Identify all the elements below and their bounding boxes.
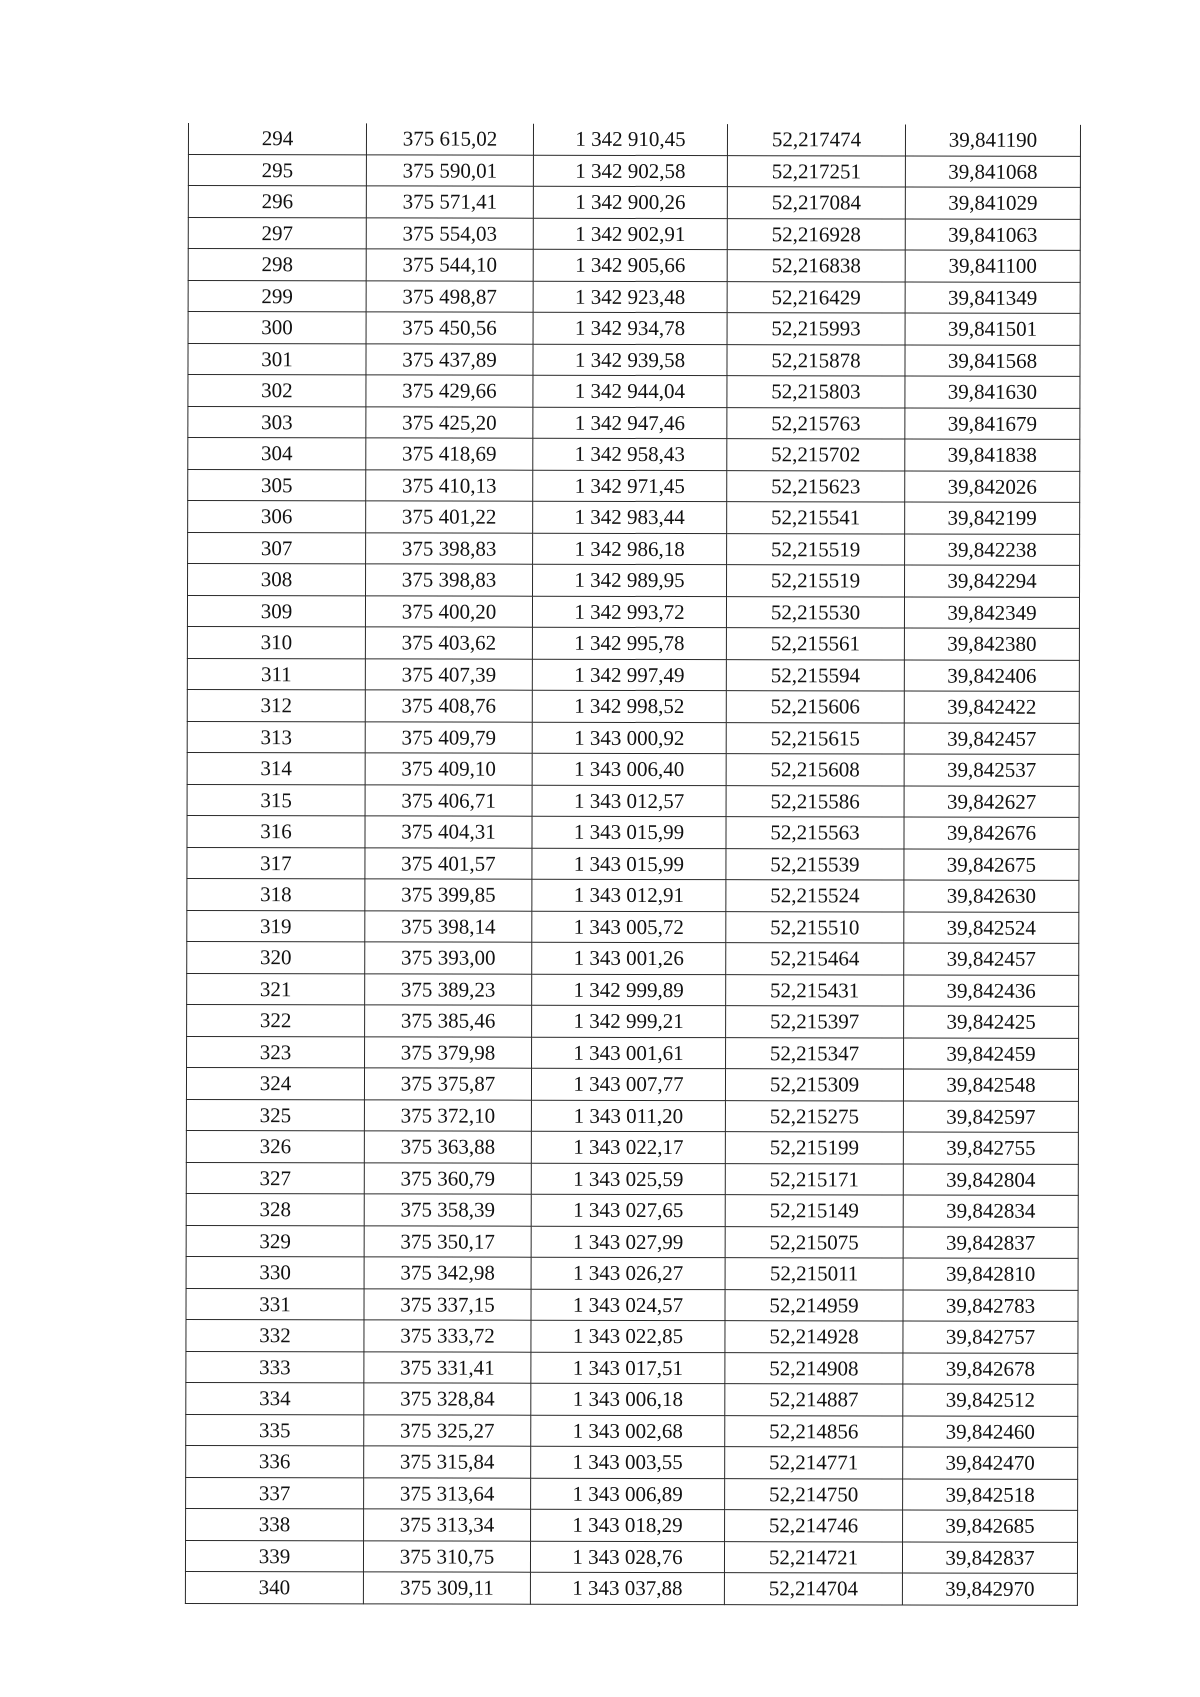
table-row: [188, 406, 1080, 439]
longitude-cell: 39,841501: [905, 313, 1080, 345]
y-coordinate-cell: 1 342 999,21: [532, 1005, 726, 1037]
table-row: [188, 280, 1080, 313]
longitude-cell: 39,841190: [905, 125, 1080, 156]
latitude-cell: 52,214721: [724, 1541, 902, 1573]
point-number-cell: 315: [187, 784, 365, 816]
point-number-cell: 295: [188, 154, 366, 186]
y-coordinate-cell: 1 343 022,85: [531, 1320, 725, 1352]
table-row: [188, 217, 1080, 250]
point-number-cell: 324: [186, 1067, 364, 1099]
latitude-cell: 52,215878: [727, 344, 905, 376]
table-row: [188, 501, 1080, 534]
longitude-cell: 39,842834: [903, 1195, 1078, 1227]
y-coordinate-cell: 1 342 947,46: [533, 407, 727, 439]
latitude-cell: 52,214908: [725, 1352, 903, 1384]
longitude-cell: 39,842238: [905, 534, 1080, 566]
y-coordinate-cell: 1 343 000,92: [532, 722, 726, 754]
x-coordinate-cell: 375 425,20: [366, 406, 533, 438]
table-row: [188, 532, 1080, 565]
longitude-cell: 39,842837: [903, 1227, 1078, 1259]
coordinates-table-body: [185, 123, 1080, 1605]
y-coordinate-cell: 1 342 939,58: [533, 344, 727, 376]
table-row: [187, 658, 1079, 691]
x-coordinate-cell: 375 407,39: [365, 658, 532, 690]
y-coordinate-cell: 1 342 958,43: [533, 438, 727, 470]
x-coordinate-cell: 375 408,76: [365, 690, 532, 722]
table-row: [186, 1414, 1078, 1447]
y-coordinate-cell: 1 342 993,72: [532, 596, 726, 628]
x-coordinate-cell: 375 406,71: [365, 784, 532, 816]
y-coordinate-cell: 1 343 027,99: [531, 1226, 725, 1258]
x-coordinate-cell: 375 310,75: [363, 1540, 530, 1572]
table-row: [187, 910, 1079, 943]
y-coordinate-cell: 1 342 995,78: [532, 627, 726, 659]
table-row: [186, 1477, 1078, 1510]
y-coordinate-cell: 1 342 997,49: [532, 659, 726, 691]
longitude-cell: 39,842199: [905, 502, 1080, 534]
latitude-cell: 52,215431: [726, 974, 904, 1006]
point-number-cell: 313: [187, 721, 365, 753]
latitude-cell: 52,214746: [725, 1510, 903, 1542]
latitude-cell: 52,214959: [725, 1289, 903, 1321]
longitude-cell: 39,841568: [905, 345, 1080, 377]
x-coordinate-cell: 375 342,98: [364, 1257, 531, 1289]
table-row: [188, 375, 1080, 408]
y-coordinate-cell: 1 342 902,91: [533, 218, 727, 250]
latitude-cell: 52,216838: [727, 250, 905, 282]
x-coordinate-cell: 375 358,39: [364, 1194, 531, 1226]
x-coordinate-cell: 375 350,17: [364, 1225, 531, 1257]
longitude-cell: 39,842294: [905, 565, 1080, 597]
point-number-cell: 301: [188, 343, 366, 375]
table-row: [187, 1036, 1079, 1069]
longitude-cell: 39,842755: [903, 1132, 1078, 1164]
x-coordinate-cell: 375 615,02: [366, 123, 533, 154]
point-number-cell: 319: [187, 910, 365, 942]
y-coordinate-cell: 1 342 923,48: [533, 281, 727, 313]
table-row: [187, 815, 1079, 848]
longitude-cell: 39,842676: [904, 817, 1079, 849]
y-coordinate-cell: 1 343 007,77: [531, 1068, 725, 1100]
x-coordinate-cell: 375 398,14: [365, 910, 532, 942]
point-number-cell: 336: [186, 1445, 364, 1477]
x-coordinate-cell: 375 360,79: [364, 1162, 531, 1194]
point-number-cell: 339: [185, 1540, 363, 1572]
longitude-cell: 39,842406: [904, 660, 1079, 692]
table-row: [186, 1225, 1078, 1258]
point-number-cell: 306: [188, 501, 366, 533]
table-row: [185, 1571, 1077, 1604]
x-coordinate-cell: 375 498,87: [366, 280, 533, 312]
latitude-cell: 52,214887: [725, 1384, 903, 1416]
y-coordinate-cell: 1 342 902,58: [533, 155, 727, 187]
longitude-cell: 39,842627: [904, 786, 1079, 818]
longitude-cell: 39,841063: [905, 219, 1080, 251]
point-number-cell: 331: [186, 1288, 364, 1320]
latitude-cell: 52,215615: [726, 722, 904, 754]
longitude-cell: 39,842675: [904, 849, 1079, 881]
y-coordinate-cell: 1 343 003,55: [531, 1446, 725, 1478]
point-number-cell: 329: [186, 1225, 364, 1257]
y-coordinate-cell: 1 343 028,76: [530, 1541, 724, 1573]
x-coordinate-cell: 375 331,41: [364, 1351, 531, 1383]
latitude-cell: 52,217474: [727, 124, 905, 155]
latitude-cell: 52,215608: [726, 754, 904, 786]
point-number-cell: 335: [186, 1414, 364, 1446]
table-row: [187, 941, 1079, 974]
x-coordinate-cell: 375 313,34: [364, 1509, 531, 1541]
longitude-cell: 39,842457: [904, 723, 1079, 755]
x-coordinate-cell: 375 450,56: [366, 312, 533, 344]
table-row: [187, 878, 1079, 911]
y-coordinate-cell: 1 343 015,99: [532, 816, 726, 848]
x-coordinate-cell: 375 309,11: [363, 1572, 530, 1604]
point-number-cell: 314: [187, 752, 365, 784]
longitude-cell: 39,842512: [903, 1384, 1078, 1416]
point-number-cell: 325: [186, 1099, 364, 1131]
latitude-cell: 52,216429: [727, 281, 905, 313]
y-coordinate-cell: 1 343 022,17: [531, 1131, 725, 1163]
table-row: [186, 1099, 1078, 1132]
longitude-cell: 39,841630: [905, 376, 1080, 408]
latitude-cell: 52,215539: [726, 848, 904, 880]
latitude-cell: 52,215993: [727, 313, 905, 345]
latitude-cell: 52,214856: [725, 1415, 903, 1447]
x-coordinate-cell: 375 409,79: [365, 721, 532, 753]
point-number-cell: 303: [188, 406, 366, 438]
x-coordinate-cell: 375 333,72: [364, 1320, 531, 1352]
table-row: [187, 595, 1079, 628]
longitude-cell: 39,842425: [904, 1006, 1079, 1038]
y-coordinate-cell: 1 342 989,95: [533, 564, 727, 596]
x-coordinate-cell: 375 325,27: [364, 1414, 531, 1446]
table-row: [186, 1508, 1078, 1541]
point-number-cell: 309: [187, 595, 365, 627]
x-coordinate-cell: 375 401,22: [366, 501, 533, 533]
y-coordinate-cell: 1 343 006,40: [532, 753, 726, 785]
x-coordinate-cell: 375 393,00: [365, 942, 532, 974]
latitude-cell: 52,215347: [726, 1037, 904, 1069]
y-coordinate-cell: 1 343 015,99: [532, 848, 726, 880]
latitude-cell: 52,217251: [727, 155, 905, 187]
table-row: [187, 689, 1079, 722]
y-coordinate-cell: 1 342 900,26: [533, 186, 727, 218]
point-number-cell: 300: [188, 312, 366, 344]
table-row: [186, 1288, 1078, 1321]
latitude-cell: 52,215075: [725, 1226, 903, 1258]
latitude-cell: 52,215011: [725, 1258, 903, 1290]
table-row: [188, 154, 1080, 187]
latitude-cell: 52,215275: [725, 1100, 903, 1132]
point-number-cell: 317: [187, 847, 365, 879]
latitude-cell: 52,215563: [726, 817, 904, 849]
longitude-cell: 39,842837: [902, 1541, 1077, 1573]
latitude-cell: 52,217084: [727, 187, 905, 219]
longitude-cell: 39,841100: [905, 250, 1080, 282]
longitude-cell: 39,842026: [905, 471, 1080, 503]
y-coordinate-cell: 1 343 026,27: [531, 1257, 725, 1289]
longitude-cell: 39,842685: [903, 1510, 1078, 1542]
y-coordinate-cell: 1 343 012,57: [532, 785, 726, 817]
x-coordinate-cell: 375 554,03: [366, 217, 533, 249]
longitude-cell: 39,842518: [903, 1478, 1078, 1510]
table-row: [186, 1067, 1078, 1100]
table-row: [188, 186, 1080, 219]
coordinates-table: [185, 123, 1081, 1605]
latitude-cell: 52,214704: [724, 1573, 902, 1605]
x-coordinate-cell: 375 315,84: [364, 1446, 531, 1478]
table-row: [188, 343, 1080, 376]
point-number-cell: 320: [187, 941, 365, 973]
longitude-cell: 39,842457: [904, 943, 1079, 975]
y-coordinate-cell: 1 343 025,59: [531, 1163, 725, 1195]
point-number-cell: 310: [187, 626, 365, 658]
point-number-cell: 326: [186, 1130, 364, 1162]
table-row: [186, 1193, 1078, 1226]
x-coordinate-cell: 375 403,62: [365, 627, 532, 659]
x-coordinate-cell: 375 372,10: [364, 1099, 531, 1131]
x-coordinate-cell: 375 379,98: [365, 1036, 532, 1068]
y-coordinate-cell: 1 342 934,78: [533, 312, 727, 344]
latitude-cell: 52,215530: [726, 596, 904, 628]
longitude-cell: 39,842548: [903, 1069, 1078, 1101]
y-coordinate-cell: 1 343 027,65: [531, 1194, 725, 1226]
table-row: [187, 784, 1079, 817]
y-coordinate-cell: 1 343 006,18: [531, 1383, 725, 1415]
x-coordinate-cell: 375 418,69: [366, 438, 533, 470]
y-coordinate-cell: 1 342 905,66: [533, 249, 727, 281]
longitude-cell: 39,841679: [905, 408, 1080, 440]
table-row: [186, 1351, 1078, 1384]
y-coordinate-cell: 1 342 910,45: [533, 124, 727, 155]
x-coordinate-cell: 375 544,10: [366, 249, 533, 281]
x-coordinate-cell: 375 437,89: [366, 343, 533, 375]
latitude-cell: 52,215586: [726, 785, 904, 817]
x-coordinate-cell: 375 328,84: [364, 1383, 531, 1415]
x-coordinate-cell: 375 400,20: [365, 595, 532, 627]
latitude-cell: 52,215524: [726, 880, 904, 912]
x-coordinate-cell: 375 385,46: [365, 1005, 532, 1037]
latitude-cell: 52,215541: [727, 502, 905, 534]
longitude-cell: 39,842537: [904, 754, 1079, 786]
point-number-cell: 333: [186, 1351, 364, 1383]
latitude-cell: 52,215397: [726, 1006, 904, 1038]
x-coordinate-cell: 375 337,15: [364, 1288, 531, 1320]
x-coordinate-cell: 375 410,13: [366, 469, 533, 501]
x-coordinate-cell: 375 398,83: [366, 532, 533, 564]
longitude-cell: 39,842804: [903, 1164, 1078, 1196]
longitude-cell: 39,841068: [905, 156, 1080, 188]
table-row: [187, 721, 1079, 754]
table-row: [188, 438, 1080, 471]
point-number-cell: 311: [187, 658, 365, 690]
longitude-cell: 39,842436: [904, 975, 1079, 1007]
y-coordinate-cell: 1 342 944,04: [533, 375, 727, 407]
point-number-cell: 299: [188, 280, 366, 312]
point-number-cell: 330: [186, 1256, 364, 1288]
table-row: [187, 752, 1079, 785]
point-number-cell: 332: [186, 1319, 364, 1351]
point-number-cell: 316: [187, 815, 365, 847]
longitude-cell: 39,841838: [905, 439, 1080, 471]
point-number-cell: 304: [188, 438, 366, 470]
latitude-cell: 52,215623: [727, 470, 905, 502]
latitude-cell: 52,214750: [725, 1478, 903, 1510]
y-coordinate-cell: 1 342 998,52: [532, 690, 726, 722]
longitude-cell: 39,842380: [904, 628, 1079, 660]
x-coordinate-cell: 375 571,41: [366, 186, 533, 218]
longitude-cell: 39,842597: [903, 1101, 1078, 1133]
latitude-cell: 52,215763: [727, 407, 905, 439]
latitude-cell: 52,215702: [727, 439, 905, 471]
longitude-cell: 39,842630: [904, 880, 1079, 912]
longitude-cell: 39,842470: [903, 1447, 1078, 1479]
y-coordinate-cell: 1 343 005,72: [532, 911, 726, 943]
longitude-cell: 39,842349: [904, 597, 1079, 629]
longitude-cell: 39,842459: [904, 1038, 1079, 1070]
table-row: [187, 1004, 1079, 1037]
latitude-cell: 52,215510: [726, 911, 904, 943]
table-row: [186, 1256, 1078, 1289]
table-row: [187, 847, 1079, 880]
y-coordinate-cell: 1 342 986,18: [533, 533, 727, 565]
y-coordinate-cell: 1 343 001,26: [532, 942, 726, 974]
point-number-cell: 337: [186, 1477, 364, 1509]
table-row: [188, 249, 1080, 282]
latitude-cell: 52,215519: [727, 565, 905, 597]
point-number-cell: 298: [188, 249, 366, 281]
point-number-cell: 322: [187, 1004, 365, 1036]
y-coordinate-cell: 1 342 971,45: [533, 470, 727, 502]
x-coordinate-cell: 375 375,87: [364, 1068, 531, 1100]
longitude-cell: 39,842678: [903, 1353, 1078, 1385]
latitude-cell: 52,215171: [725, 1163, 903, 1195]
point-number-cell: 308: [188, 564, 366, 596]
y-coordinate-cell: 1 343 018,29: [531, 1509, 725, 1541]
longitude-cell: 39,842757: [903, 1321, 1078, 1353]
y-coordinate-cell: 1 342 999,89: [532, 974, 726, 1006]
latitude-cell: 52,215594: [726, 659, 904, 691]
table-row: [188, 469, 1080, 502]
latitude-cell: 52,215519: [727, 533, 905, 565]
point-number-cell: 321: [187, 973, 365, 1005]
table-row: [186, 1382, 1078, 1415]
point-number-cell: 307: [188, 532, 366, 564]
table-row: [188, 312, 1080, 345]
point-number-cell: 323: [187, 1036, 365, 1068]
y-coordinate-cell: 1 343 006,89: [531, 1478, 725, 1510]
table-row: [188, 564, 1080, 597]
point-number-cell: 296: [188, 186, 366, 218]
y-coordinate-cell: 1 343 017,51: [531, 1352, 725, 1384]
point-number-cell: 297: [188, 217, 366, 249]
latitude-cell: 52,216928: [727, 218, 905, 250]
y-coordinate-cell: 1 343 037,88: [530, 1572, 724, 1604]
point-number-cell: 328: [186, 1193, 364, 1225]
point-number-cell: 305: [188, 469, 366, 501]
longitude-cell: 39,842524: [904, 912, 1079, 944]
point-number-cell: 318: [187, 878, 365, 910]
longitude-cell: 39,841349: [905, 282, 1080, 314]
longitude-cell: 39,842810: [903, 1258, 1078, 1290]
point-number-cell: 327: [186, 1162, 364, 1194]
latitude-cell: 52,215149: [725, 1195, 903, 1227]
longitude-cell: 39,841029: [905, 187, 1080, 219]
x-coordinate-cell: 375 389,23: [365, 973, 532, 1005]
latitude-cell: 52,214771: [725, 1447, 903, 1479]
table-row: [187, 626, 1079, 659]
x-coordinate-cell: 375 399,85: [365, 879, 532, 911]
point-number-cell: 302: [188, 375, 366, 407]
x-coordinate-cell: 375 363,88: [364, 1131, 531, 1163]
longitude-cell: 39,842783: [903, 1290, 1078, 1322]
x-coordinate-cell: 375 590,01: [366, 154, 533, 186]
latitude-cell: 52,215561: [726, 628, 904, 660]
latitude-cell: 52,215464: [726, 943, 904, 975]
x-coordinate-cell: 375 401,57: [365, 847, 532, 879]
longitude-cell: 39,842970: [902, 1573, 1077, 1605]
point-number-cell: 312: [187, 689, 365, 721]
point-number-cell: 340: [185, 1571, 363, 1603]
x-coordinate-cell: 375 404,31: [365, 816, 532, 848]
table-row: [186, 1445, 1078, 1478]
table-row: [186, 1162, 1078, 1195]
table-row: [188, 123, 1080, 156]
table-row: [185, 1540, 1077, 1573]
x-coordinate-cell: 375 313,64: [364, 1477, 531, 1509]
y-coordinate-cell: 1 343 012,91: [532, 879, 726, 911]
latitude-cell: 52,215606: [726, 691, 904, 723]
point-number-cell: 338: [186, 1508, 364, 1540]
y-coordinate-cell: 1 343 024,57: [531, 1289, 725, 1321]
latitude-cell: 52,214928: [725, 1321, 903, 1353]
x-coordinate-cell: 375 409,10: [365, 753, 532, 785]
table-row: [186, 1130, 1078, 1163]
latitude-cell: 52,215199: [725, 1132, 903, 1164]
y-coordinate-cell: 1 343 011,20: [531, 1100, 725, 1132]
longitude-cell: 39,842460: [903, 1415, 1078, 1447]
y-coordinate-cell: 1 343 002,68: [531, 1415, 725, 1447]
point-number-cell: 334: [186, 1382, 364, 1414]
latitude-cell: 52,215309: [725, 1069, 903, 1101]
y-coordinate-cell: 1 343 001,61: [532, 1037, 726, 1069]
latitude-cell: 52,215803: [727, 376, 905, 408]
x-coordinate-cell: 375 429,66: [366, 375, 533, 407]
table-row: [187, 973, 1079, 1006]
point-number-cell: 294: [188, 123, 366, 154]
x-coordinate-cell: 375 398,83: [366, 564, 533, 596]
table-row: [186, 1319, 1078, 1352]
longitude-cell: 39,842422: [904, 691, 1079, 723]
y-coordinate-cell: 1 342 983,44: [533, 501, 727, 533]
